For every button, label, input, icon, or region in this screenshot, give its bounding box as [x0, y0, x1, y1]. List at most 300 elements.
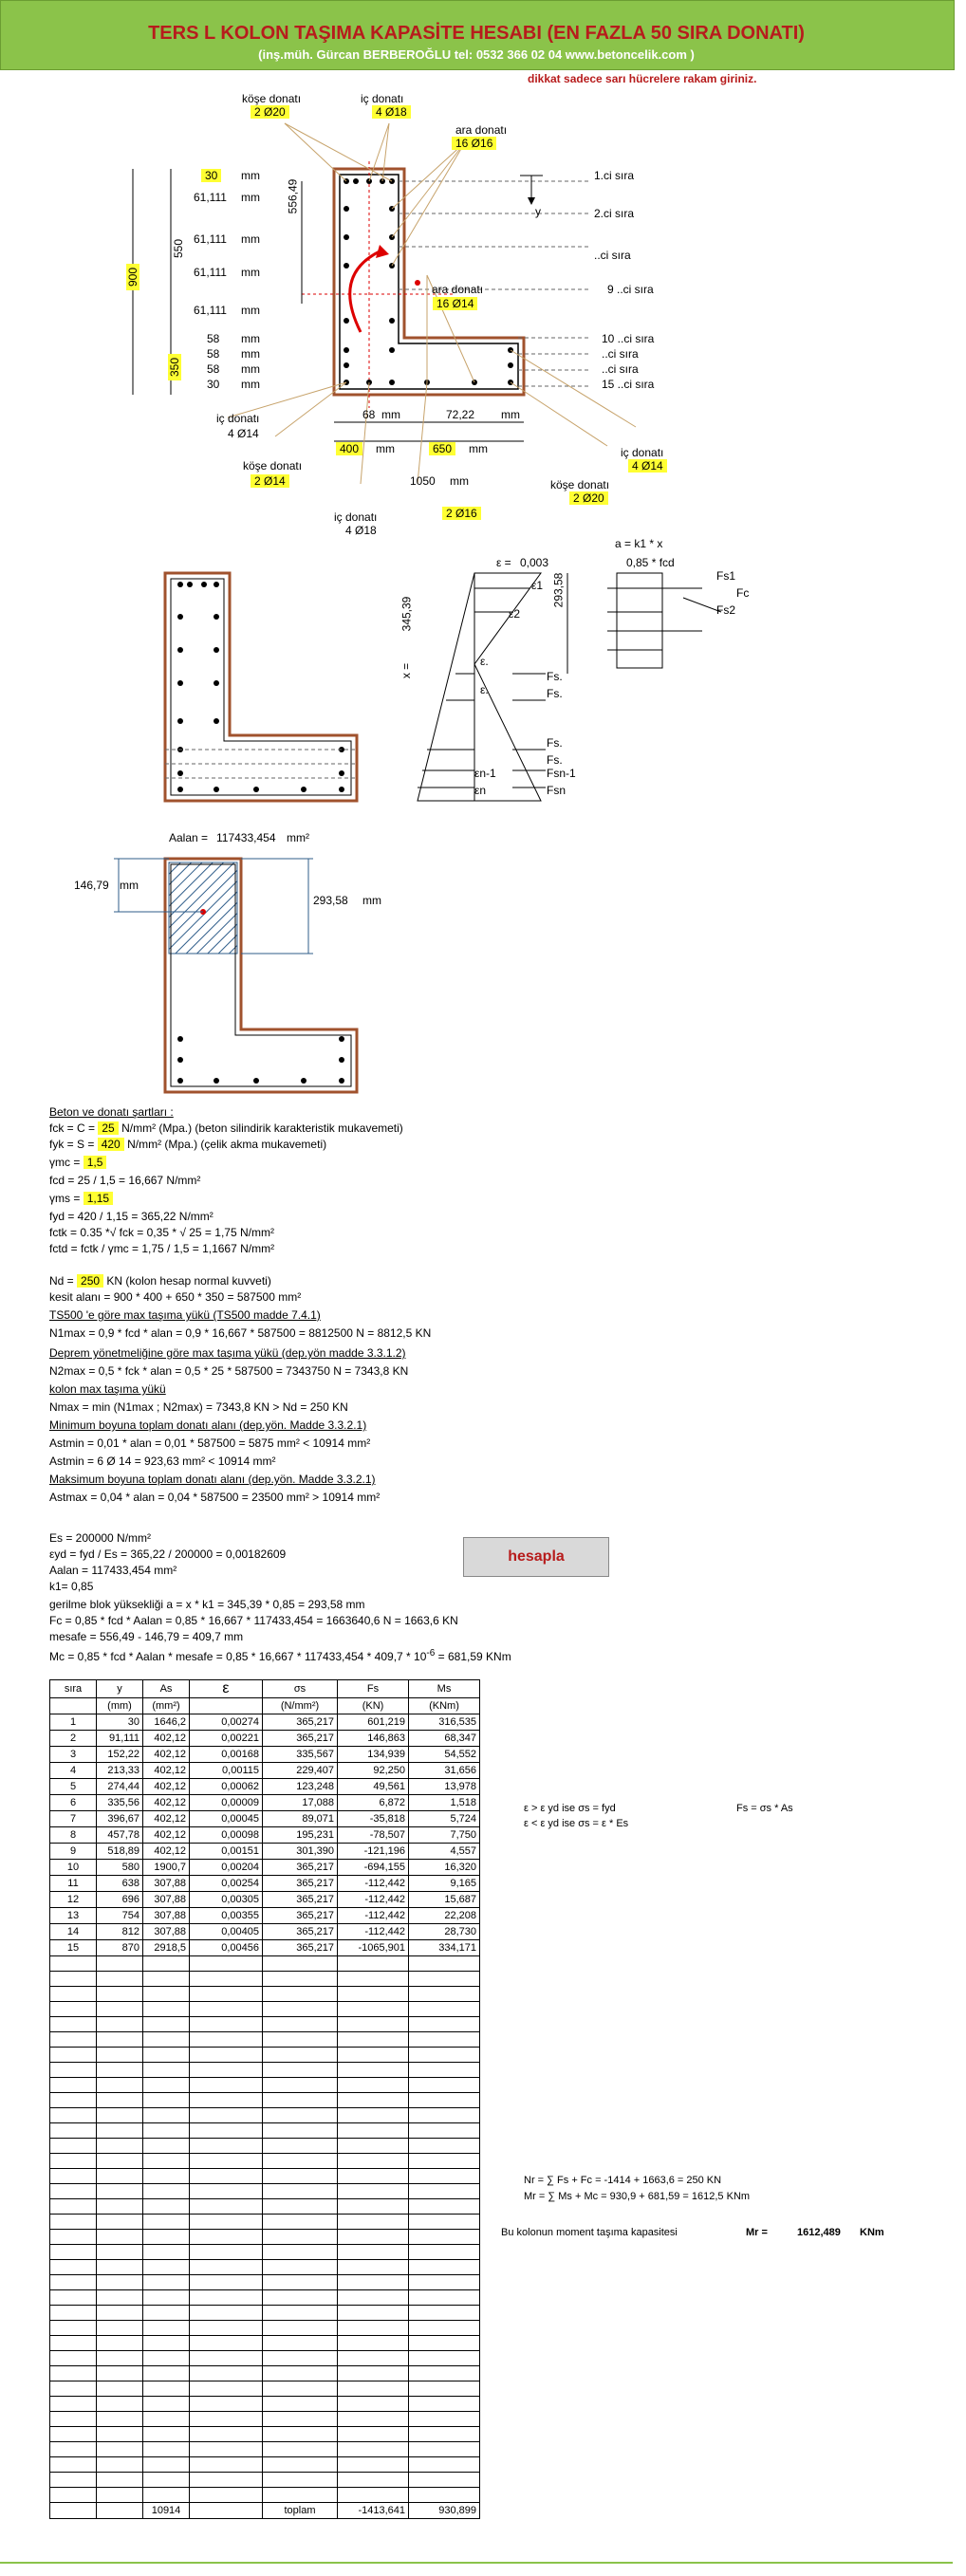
table-cell: 365,217 — [263, 1876, 338, 1892]
h-total-value[interactable]: 900 — [126, 264, 139, 290]
table-cell-empty — [143, 2457, 190, 2473]
table-cell-empty — [338, 2215, 409, 2230]
results-table — [49, 1679, 480, 2519]
table-cell-empty — [263, 2154, 338, 2169]
fctk-line: fctk = 0.35 *√ fck = 0,35 * √ 25 = 1,75 N/mm² — [49, 1226, 274, 1239]
table-cell-empty — [263, 2473, 338, 2488]
spacing-4: 61,111 — [194, 304, 227, 317]
table-cell-empty — [190, 2473, 263, 2488]
table-cell-empty — [97, 2321, 143, 2336]
fs-dots-3: Fs. — [547, 736, 563, 750]
gmc-input[interactable]: 1,5 — [84, 1156, 107, 1169]
table-cell: 68,347 — [409, 1731, 480, 1747]
table-cell: 457,78 — [97, 1827, 143, 1844]
fyk-label: fyk = S = — [49, 1138, 95, 1151]
table-cell: 195,231 — [263, 1827, 338, 1844]
table-cell-empty — [143, 2488, 190, 2503]
cover-value[interactable]: 30 — [201, 169, 221, 182]
dep-heading: Deprem yönetmeliğine göre max taşıma yükü (dep.yön madde 3.3.1.2) — [49, 1346, 406, 1360]
unit-mm: mm — [450, 474, 469, 488]
table-cell-empty — [263, 2306, 338, 2321]
table-cell-empty — [50, 2275, 97, 2290]
table-cell-empty — [190, 2351, 263, 2366]
table-cell-empty — [97, 2032, 143, 2048]
foot-empty — [97, 2503, 143, 2519]
table-cell: 2 — [50, 1731, 97, 1747]
table-cell-empty — [338, 2154, 409, 2169]
table-cell: 0,00062 — [190, 1779, 263, 1795]
table-cell: 402,12 — [143, 1795, 190, 1811]
max-heading: Maksimum boyuna toplam donatı alanı (dep.yön. Madde 3.3.2.1) — [49, 1473, 376, 1486]
table-cell-empty — [190, 1987, 263, 2002]
table-cell-empty — [338, 1987, 409, 2002]
table-cell-empty — [50, 2063, 97, 2078]
table-cell-empty — [143, 2108, 190, 2123]
unit-sira — [50, 1698, 97, 1714]
fyk-input[interactable]: 420 — [98, 1138, 124, 1151]
table-cell-empty — [263, 2032, 338, 2048]
table-cell-empty — [50, 2427, 97, 2442]
w1-value[interactable]: 400 — [336, 442, 362, 455]
bottom-rule — [0, 2562, 953, 2564]
ic-left-label: iç donatı — [216, 412, 260, 425]
table-cell-empty — [143, 2351, 190, 2366]
aalan-label: Aalan = — [169, 831, 209, 844]
table-cell-empty — [409, 2488, 480, 2503]
table-row-empty — [50, 1956, 480, 1972]
table-cell-empty — [97, 2488, 143, 2503]
table-cell-empty — [409, 2078, 480, 2093]
table-cell-empty — [190, 2321, 263, 2336]
table-cell-empty — [97, 2366, 143, 2381]
table-cell-empty — [50, 2078, 97, 2093]
ic-top-value[interactable]: 4 Ø18 — [372, 105, 411, 119]
table-cell-empty — [338, 2078, 409, 2093]
unit-y: (mm) — [97, 1698, 143, 1714]
table-cell-empty — [263, 2457, 338, 2473]
table-cell-empty — [143, 2139, 190, 2154]
table-cell-empty — [263, 2215, 338, 2230]
table-cell-empty — [338, 2275, 409, 2290]
table-cell-empty — [190, 2139, 263, 2154]
table-cell-empty — [409, 2245, 480, 2260]
table-cell-empty — [97, 2381, 143, 2397]
table-cell-empty — [409, 2184, 480, 2199]
mr-value: 1612,489 — [797, 2227, 841, 2238]
table-cell-empty — [97, 2230, 143, 2245]
k1-line: k1= 0,85 — [49, 1580, 94, 1593]
table-cell-empty — [97, 2457, 143, 2473]
fc-label: Fc — [736, 586, 750, 600]
table-cell: 402,12 — [143, 1731, 190, 1747]
mesafe-line: mesafe = 556,49 - 146,79 = 409,7 mm — [49, 1630, 244, 1643]
table-cell-empty — [50, 2473, 97, 2488]
table-cell-empty — [143, 1987, 190, 2002]
table-cell-empty — [338, 2260, 409, 2275]
table-cell-empty — [409, 2321, 480, 2336]
table-cell-empty — [338, 2139, 409, 2154]
table-cell-empty — [50, 2245, 97, 2260]
table-cell-empty — [338, 2184, 409, 2199]
table-row-empty — [50, 2412, 480, 2427]
es-line: Es = 200000 N/mm² — [49, 1531, 152, 1545]
table-cell-empty — [143, 2169, 190, 2184]
table-cell-empty — [97, 2123, 143, 2139]
row-label-1: 1.ci sıra — [594, 169, 635, 182]
mr-line: Mr = ∑ Ms + Mc = 930,9 + 681,59 = 1612,5 KNm — [524, 2191, 751, 2202]
ara1-label: ara donatı — [455, 123, 508, 137]
table-cell-empty — [50, 1987, 97, 2002]
table-row — [50, 1731, 480, 1747]
table-row — [50, 1811, 480, 1827]
kose-br-value[interactable]: 2 Ø20 — [569, 491, 608, 505]
table-cell-empty — [50, 2488, 97, 2503]
table-cell-empty — [50, 2017, 97, 2032]
fsn1-label: Fsn-1 — [547, 767, 576, 780]
col-y: y — [97, 1680, 143, 1698]
table-cell: 4,557 — [409, 1844, 480, 1860]
col-as: As — [143, 1680, 190, 1698]
table-cell: 15,687 — [409, 1892, 480, 1908]
table-cell-empty — [97, 2473, 143, 2488]
table-cell-empty — [97, 2275, 143, 2290]
table-cell-empty — [143, 2290, 190, 2306]
table-cell-empty — [190, 2154, 263, 2169]
table-cell-empty — [263, 2093, 338, 2108]
table-cell-empty — [263, 2336, 338, 2351]
unit-eps — [190, 1698, 263, 1714]
table-cell-empty — [143, 2078, 190, 2093]
ic-right-value[interactable]: 4 Ø14 — [628, 459, 667, 473]
table-row-empty — [50, 2457, 480, 2473]
table-cell-empty — [190, 1972, 263, 1987]
ic-left-value: 4 Ø14 — [228, 427, 259, 440]
n1max-line: N1max = 0,9 * fcd * alan = 0,9 * 16,667 * 587500 = 8812500 N = 8812,5 KN — [49, 1326, 432, 1340]
fs-dots-1: Fs. — [547, 670, 563, 683]
table-cell-empty — [338, 2002, 409, 2017]
table-cell: 307,88 — [143, 1924, 190, 1940]
kose-bl-value[interactable]: 2 Ø14 — [251, 474, 289, 488]
table-cell-empty — [190, 2442, 263, 2457]
ic-bottom-value: 4 Ø18 — [345, 524, 377, 537]
capacity-text: Bu kolonun moment taşıma kapasitesi — [501, 2227, 678, 2238]
table-cell: 334,171 — [409, 1940, 480, 1956]
table-cell-empty — [190, 2306, 263, 2321]
table-cell-empty — [190, 2063, 263, 2078]
ara2-value[interactable]: 16 Ø14 — [433, 297, 477, 310]
table-cell-empty — [143, 2230, 190, 2245]
table-cell-empty — [97, 2108, 143, 2123]
table-cell-empty — [97, 2260, 143, 2275]
table-cell-empty — [50, 2215, 97, 2230]
dim-68: 68 — [362, 408, 376, 421]
table-cell: 15 — [50, 1940, 97, 1956]
table-cell: 0,00045 — [190, 1811, 263, 1827]
table-cell: 365,217 — [263, 1892, 338, 1908]
table-cell-empty — [143, 2199, 190, 2215]
table-row-empty — [50, 2290, 480, 2306]
mc-result: = 681,59 KNm — [437, 1650, 511, 1663]
table-cell-empty — [50, 2032, 97, 2048]
table-cell: -35,818 — [338, 1811, 409, 1827]
table-cell-empty — [263, 2048, 338, 2063]
row-label-15: 15 ..ci sıra — [602, 378, 655, 391]
eps-eq-label: ε = — [496, 556, 511, 569]
table-cell-empty — [143, 2381, 190, 2397]
table-cell-empty — [190, 2230, 263, 2245]
table-row-empty — [50, 2275, 480, 2290]
table-row-empty — [50, 2048, 480, 2063]
table-cell: 11 — [50, 1876, 97, 1892]
table-cell-empty — [97, 2442, 143, 2457]
table-cell-empty — [190, 2002, 263, 2017]
kmax-heading: kolon max taşıma yükü — [49, 1382, 166, 1396]
table-cell-empty — [263, 2169, 338, 2184]
table-cell-empty — [338, 2442, 409, 2457]
table-cell-empty — [50, 2093, 97, 2108]
table-cell: -1065,901 — [338, 1940, 409, 1956]
table-row — [50, 1860, 480, 1876]
table-cell-empty — [263, 1987, 338, 2002]
table-cell: 754 — [97, 1908, 143, 1924]
table-cell-empty — [143, 2275, 190, 2290]
table-cell: 229,407 — [263, 1763, 338, 1779]
kose-top-label: köşe donatı — [242, 92, 302, 105]
row-label-9: 9 ..ci sıra — [607, 283, 654, 296]
table-cell-empty — [409, 2275, 480, 2290]
table-cell: 31,656 — [409, 1763, 480, 1779]
table-row-empty — [50, 2123, 480, 2139]
w2-value[interactable]: 650 — [429, 442, 455, 455]
table-cell: 335,56 — [97, 1795, 143, 1811]
eps-n1-label: εn-1 — [474, 767, 496, 780]
table-cell-empty — [338, 2412, 409, 2427]
table-cell-empty — [338, 2427, 409, 2442]
h-bottom-value[interactable]: 350 — [168, 354, 181, 380]
table-cell-empty — [263, 2260, 338, 2275]
table-cell: 365,217 — [263, 1924, 338, 1940]
table-cell-empty — [338, 2169, 409, 2184]
table-row-empty — [50, 2078, 480, 2093]
table-row-empty — [50, 2093, 480, 2108]
table-cell: -121,196 — [338, 1844, 409, 1860]
aalan-unit: mm² — [287, 831, 309, 844]
ic-top-label: iç donatı — [361, 92, 404, 105]
col-sigma: σs — [263, 1680, 338, 1698]
unit-ms: (KNm) — [409, 1698, 480, 1714]
table-cell-empty — [97, 2412, 143, 2427]
table-cell: 580 — [97, 1860, 143, 1876]
table-row-empty — [50, 2427, 480, 2442]
ara1-value[interactable]: 16 Ø16 — [452, 137, 496, 150]
table-cell-empty — [263, 2063, 338, 2078]
table-cell-empty — [50, 2199, 97, 2215]
table-cell-empty — [338, 2457, 409, 2473]
table-cell-empty — [97, 2306, 143, 2321]
nr-line: Nr = ∑ Fs + Fc = -1414 + 1663,6 = 250 KN — [524, 2175, 722, 2186]
table-cell-empty — [143, 2412, 190, 2427]
eps-dot-2: ε. — [480, 683, 489, 696]
table-row-empty — [50, 1987, 480, 2002]
table-cell-empty — [97, 2093, 143, 2108]
page-subtitle: (inş.müh. Gürcan BERBEROĞLU tel: 0532 366 02 04 www.betoncelik.com ) — [258, 47, 695, 62]
table-cell-empty — [190, 2488, 263, 2503]
table-cell: 1646,2 — [143, 1714, 190, 1731]
table-row — [50, 1908, 480, 1924]
table-row — [50, 1779, 480, 1795]
table-cell: 89,071 — [263, 1811, 338, 1827]
unit-as: (mm²) — [143, 1698, 190, 1714]
table-cell-empty — [263, 2184, 338, 2199]
unit-sigma: (N/mm²) — [263, 1698, 338, 1714]
fck-input[interactable]: 25 — [98, 1121, 118, 1135]
fs-dots-4: Fs. — [547, 753, 563, 767]
table-cell: 365,217 — [263, 1714, 338, 1731]
table-cell-empty — [143, 2473, 190, 2488]
table-cell-empty — [263, 1956, 338, 1972]
a-value: 293,58 — [551, 572, 566, 608]
table-cell-empty — [50, 2260, 97, 2275]
kose-top-value[interactable]: 2 Ø20 — [251, 105, 289, 119]
table-cell: 13,978 — [409, 1779, 480, 1795]
table-cell-empty — [190, 2108, 263, 2123]
table-cell-empty — [263, 2123, 338, 2139]
table-row-empty — [50, 2139, 480, 2154]
bottom-mid-value[interactable]: 2 Ø16 — [442, 507, 481, 520]
table-cell-empty — [50, 2366, 97, 2381]
table-cell-empty — [190, 2199, 263, 2215]
nd-input[interactable]: 250 — [77, 1274, 103, 1288]
table-cell-empty — [143, 2093, 190, 2108]
table-cell: -112,442 — [338, 1924, 409, 1940]
table-cell-empty — [143, 2366, 190, 2381]
table-cell-empty — [263, 2108, 338, 2123]
table-cell-empty — [263, 2366, 338, 2381]
table-row — [50, 1827, 480, 1844]
table-cell-empty — [409, 2442, 480, 2457]
foot-empty — [190, 2503, 263, 2519]
gb-line: gerilme blok yüksekliği a = x * k1 = 345,39 * 0,85 = 293,58 mm — [49, 1598, 365, 1611]
table-cell-empty — [190, 2457, 263, 2473]
hesapla-button[interactable]: hesapla — [463, 1537, 609, 1577]
fs-formula: Fs = σs * As — [736, 1803, 793, 1814]
table-cell: 1,518 — [409, 1795, 480, 1811]
w-total-dim: 1050 — [410, 474, 436, 488]
table-cell-empty — [190, 2123, 263, 2139]
bot-spacing-4: 30 — [207, 378, 220, 391]
table-cell-empty — [143, 2154, 190, 2169]
table-cell-empty — [97, 2154, 143, 2169]
table-cell-empty — [263, 2321, 338, 2336]
eps-dot-1: ε. — [480, 655, 489, 668]
row-label-3: ..ci sıra — [594, 249, 631, 262]
table-cell-empty — [97, 2078, 143, 2093]
table-cell: 2918,5 — [143, 1940, 190, 1956]
table-cell: -112,442 — [338, 1876, 409, 1892]
eps-cu-value: 0,003 — [520, 556, 549, 569]
table-cell: 307,88 — [143, 1892, 190, 1908]
table-row-empty — [50, 2063, 480, 2078]
table-cell: 7 — [50, 1811, 97, 1827]
table-row-empty — [50, 2002, 480, 2017]
table-row-empty — [50, 2366, 480, 2381]
table-cell-empty — [190, 2275, 263, 2290]
area-diagram — [0, 849, 474, 1096]
table-cell-empty — [190, 2215, 263, 2230]
table-cell-empty — [338, 2093, 409, 2108]
table-cell-empty — [263, 2245, 338, 2260]
table-cell-empty — [409, 2002, 480, 2017]
table-cell-empty — [143, 2123, 190, 2139]
table-cell-empty — [143, 2321, 190, 2336]
y-axis-label: y — [535, 205, 541, 218]
table-cell-empty — [338, 2306, 409, 2321]
table-cell-empty — [263, 2017, 338, 2032]
table-row — [50, 1924, 480, 1940]
table-cell-empty — [263, 2442, 338, 2457]
table-cell-empty — [409, 2154, 480, 2169]
astmax-line: Astmax = 0,04 * alan = 0,04 * 587500 = 23500 mm² > 10914 mm² — [49, 1491, 381, 1504]
table-cell: 213,33 — [97, 1763, 143, 1779]
unit-mm: mm — [241, 191, 260, 204]
table-row-empty — [50, 2017, 480, 2032]
table-cell-empty — [338, 2063, 409, 2078]
table-row-empty — [50, 2306, 480, 2321]
table-cell-empty — [97, 2397, 143, 2412]
table-cell: 402,12 — [143, 1763, 190, 1779]
mr-label: Mr = — [746, 2227, 768, 2238]
table-cell: 13 — [50, 1908, 97, 1924]
table-cell-empty — [143, 2048, 190, 2063]
table-cell: 7,750 — [409, 1827, 480, 1844]
table-row-empty — [50, 2397, 480, 2412]
gms-input[interactable]: 1,15 — [84, 1192, 113, 1205]
unit-mm: mm — [241, 266, 260, 279]
table-cell: 1 — [50, 1714, 97, 1731]
table-cell-empty — [143, 1972, 190, 1987]
foot-empty — [50, 2503, 97, 2519]
unit-mm: mm — [241, 362, 260, 376]
kose-bl-label: köşe donatı — [243, 459, 303, 473]
col-fs: Fs — [338, 1680, 409, 1698]
table-cell-empty — [263, 2488, 338, 2503]
table-cell-empty — [409, 2093, 480, 2108]
table-cell-empty — [338, 2381, 409, 2397]
table-cell-empty — [263, 2427, 338, 2442]
table-row-empty — [50, 2442, 480, 2457]
table-cell-empty — [409, 2108, 480, 2123]
table-cell: 5,724 — [409, 1811, 480, 1827]
table-cell-empty — [338, 2017, 409, 2032]
table-cell-empty — [338, 2032, 409, 2048]
table-cell-empty — [143, 2245, 190, 2260]
table-cell-empty — [190, 2245, 263, 2260]
table-cell-empty — [50, 2457, 97, 2473]
row-label-10: 10 ..ci sıra — [602, 332, 655, 345]
table-cell: 17,088 — [263, 1795, 338, 1811]
table-row-empty — [50, 2215, 480, 2230]
table-cell-empty — [409, 1956, 480, 1972]
table-cell-empty — [409, 2260, 480, 2275]
unit-mm: mm — [362, 894, 381, 907]
table-cell-empty — [190, 2048, 263, 2063]
table-cell-empty — [263, 1972, 338, 1987]
table-cell-empty — [409, 2397, 480, 2412]
unit-mm: mm — [241, 304, 260, 317]
table-cell: 307,88 — [143, 1908, 190, 1924]
table-cell-empty — [409, 1987, 480, 2002]
table-cell-empty — [143, 2002, 190, 2017]
